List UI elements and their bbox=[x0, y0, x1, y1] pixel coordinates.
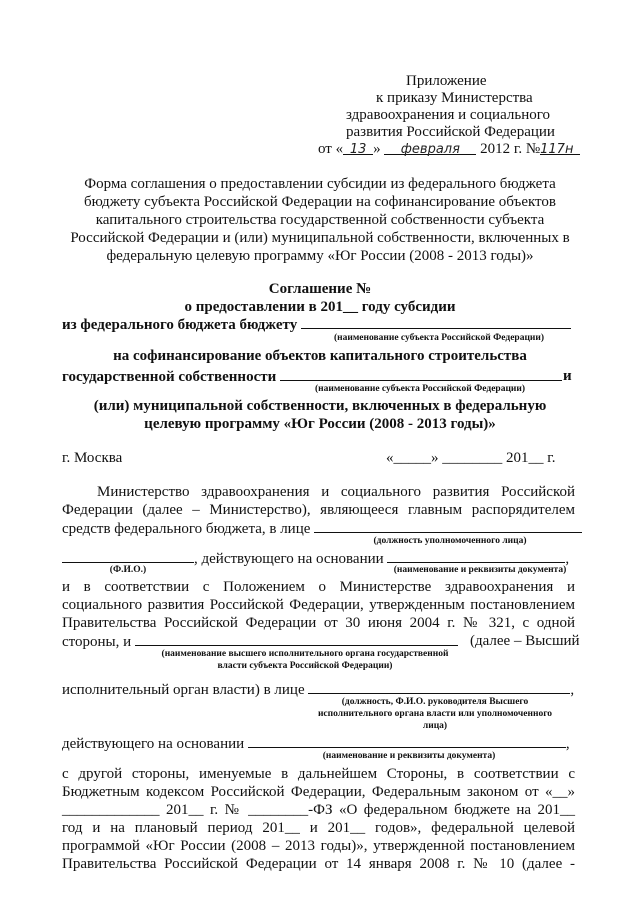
caption-subject-2: (наименование субъекта Российской Федерации) bbox=[314, 384, 526, 394]
body-line-8-text: стороны, и bbox=[62, 634, 132, 650]
handwritten-day: 13 bbox=[343, 141, 373, 155]
basis-document-blank-2 bbox=[248, 734, 566, 748]
caption-head-2: исполнительного органа власти или уполномоченного bbox=[317, 709, 553, 719]
form-title-line-1: Форма соглашения о предоставлении субсидии из федерального бюджета bbox=[84, 176, 556, 192]
position-blank bbox=[314, 519, 582, 533]
caption-organ-2: власти субъекта Российской Федерации) bbox=[217, 661, 393, 671]
body-line-12: Бюджетным кодексом Российской Федерации, Федеральным законом от «__» bbox=[62, 784, 575, 800]
agreement-line-7: целевую программу «Юг России (2008 - 2013 годы)» bbox=[144, 416, 496, 432]
agreement-date: «_____» ________ 201__ г. bbox=[386, 450, 556, 466]
body-line-2: Федерации (далее – Министерство), являющееся главным распорядителем bbox=[62, 502, 575, 518]
body-line-10-text: действующего на основании bbox=[62, 736, 245, 752]
form-title-line-3: капитального строительства государственной собственности субъекта bbox=[95, 212, 545, 228]
caption-fio: (Ф.И.О.) bbox=[109, 565, 147, 575]
appendix-line-3: здравоохранения и социального bbox=[346, 107, 551, 123]
agreement-line-5-text: государственной собственности bbox=[62, 369, 277, 385]
agreement-line-2: о предоставлении в 201__ году субсидии bbox=[184, 299, 456, 315]
body-line-4-text: , действующего на основании bbox=[194, 551, 384, 567]
fio-blank bbox=[62, 549, 194, 563]
agreement-title: Соглашение № bbox=[268, 281, 372, 297]
body-line-8-end: (далее – Высший bbox=[470, 633, 580, 649]
agreement-line-3-text: из федерального бюджета бюджету bbox=[62, 317, 298, 333]
appendix-line-2: к приказу Министерства bbox=[376, 90, 533, 106]
caption-document: (наименование и реквизиты документа) bbox=[393, 565, 567, 575]
caption-document-2: (наименование и реквизиты документа) bbox=[322, 751, 496, 761]
body-line-16: Правительства Российской Федерации от 14 января 2008 г. № 10 (далее - bbox=[62, 856, 575, 872]
caption-organ-1: (наименование высшего исполнительного органа государственной bbox=[161, 649, 449, 659]
body-line-13: _____________ 201__ г. № ________-ФЗ «О федеральном бюджете на 201__ bbox=[62, 802, 575, 818]
appendix-date-line bbox=[318, 140, 580, 158]
subject-name-blank-2 bbox=[280, 367, 562, 381]
form-title-line-5: федеральную целевую программу «Юг России (2008 - 2013 годы)» bbox=[106, 248, 534, 264]
caption-head-3: лица) bbox=[422, 721, 448, 731]
basis-document-blank bbox=[387, 549, 565, 563]
date-year: 2012 bbox=[480, 141, 511, 157]
head-position-blank bbox=[308, 680, 570, 694]
date-mid: » bbox=[373, 141, 381, 157]
agreement-line-4: на софинансирование объектов капитального строительства bbox=[113, 348, 527, 364]
caption-head-1: (должность, Ф.И.О. руководителя Высшего bbox=[341, 697, 529, 707]
body-line-15: программой «Юг России (2008 – 2013 годы)», утвержденной постановлением bbox=[62, 838, 575, 854]
body-line-11: с другой стороны, именуемые в дальнейшем Стороны, в соответствии с bbox=[62, 766, 575, 782]
body-line-10-comma: , bbox=[565, 736, 570, 752]
body-line-5: и в соответствии с Положением о Министерстве здравоохранения и bbox=[62, 579, 575, 595]
body-line-9-comma: , bbox=[570, 682, 575, 698]
agreement-line-5-and: и bbox=[563, 368, 572, 384]
subject-name-blank-1 bbox=[301, 315, 571, 329]
caption-position: (должность уполномоченного лица) bbox=[373, 536, 527, 546]
city: г. Москва bbox=[62, 450, 123, 466]
handwritten-number: 117н bbox=[540, 141, 580, 155]
handwritten-month: февраля bbox=[384, 141, 476, 155]
appendix-line-1: Приложение bbox=[406, 73, 487, 89]
body-line-1: Министерство здравоохранения и социального развития Российской bbox=[97, 484, 575, 500]
date-year-suffix: г. № bbox=[513, 141, 541, 157]
caption-subject-1: (наименование субъекта Российской Федерации) bbox=[333, 333, 545, 343]
body-line-3-text: средств федерального бюджета, в лице bbox=[62, 521, 311, 537]
appendix-line-4: развития Российской Федерации bbox=[346, 124, 555, 140]
body-line-14: год и на плановый период 201__ и 201__ годов», федеральной целевой bbox=[62, 820, 575, 836]
body-line-4-comma: , bbox=[565, 551, 570, 567]
body-line-6: социального развития Российской Федерации, утвержденным постановлением bbox=[62, 597, 575, 613]
date-prefix: от « bbox=[318, 141, 344, 157]
body-line-9-text: исполнительный орган власти) в лице bbox=[62, 682, 305, 698]
agreement-line-6: (или) муниципальной собственности, включенных в федеральную bbox=[93, 398, 547, 414]
body-line-7: Правительства Российской Федерации от 30 июня 2004 г. № 321, с одной bbox=[62, 615, 575, 631]
form-title-line-2: бюджету субъекта Российской Федерации на софинансирование объектов bbox=[83, 194, 557, 210]
form-title-line-4: Российской Федерации и (или) муниципальной собственности, включенных в bbox=[70, 230, 570, 246]
executive-organ-blank bbox=[135, 632, 458, 646]
